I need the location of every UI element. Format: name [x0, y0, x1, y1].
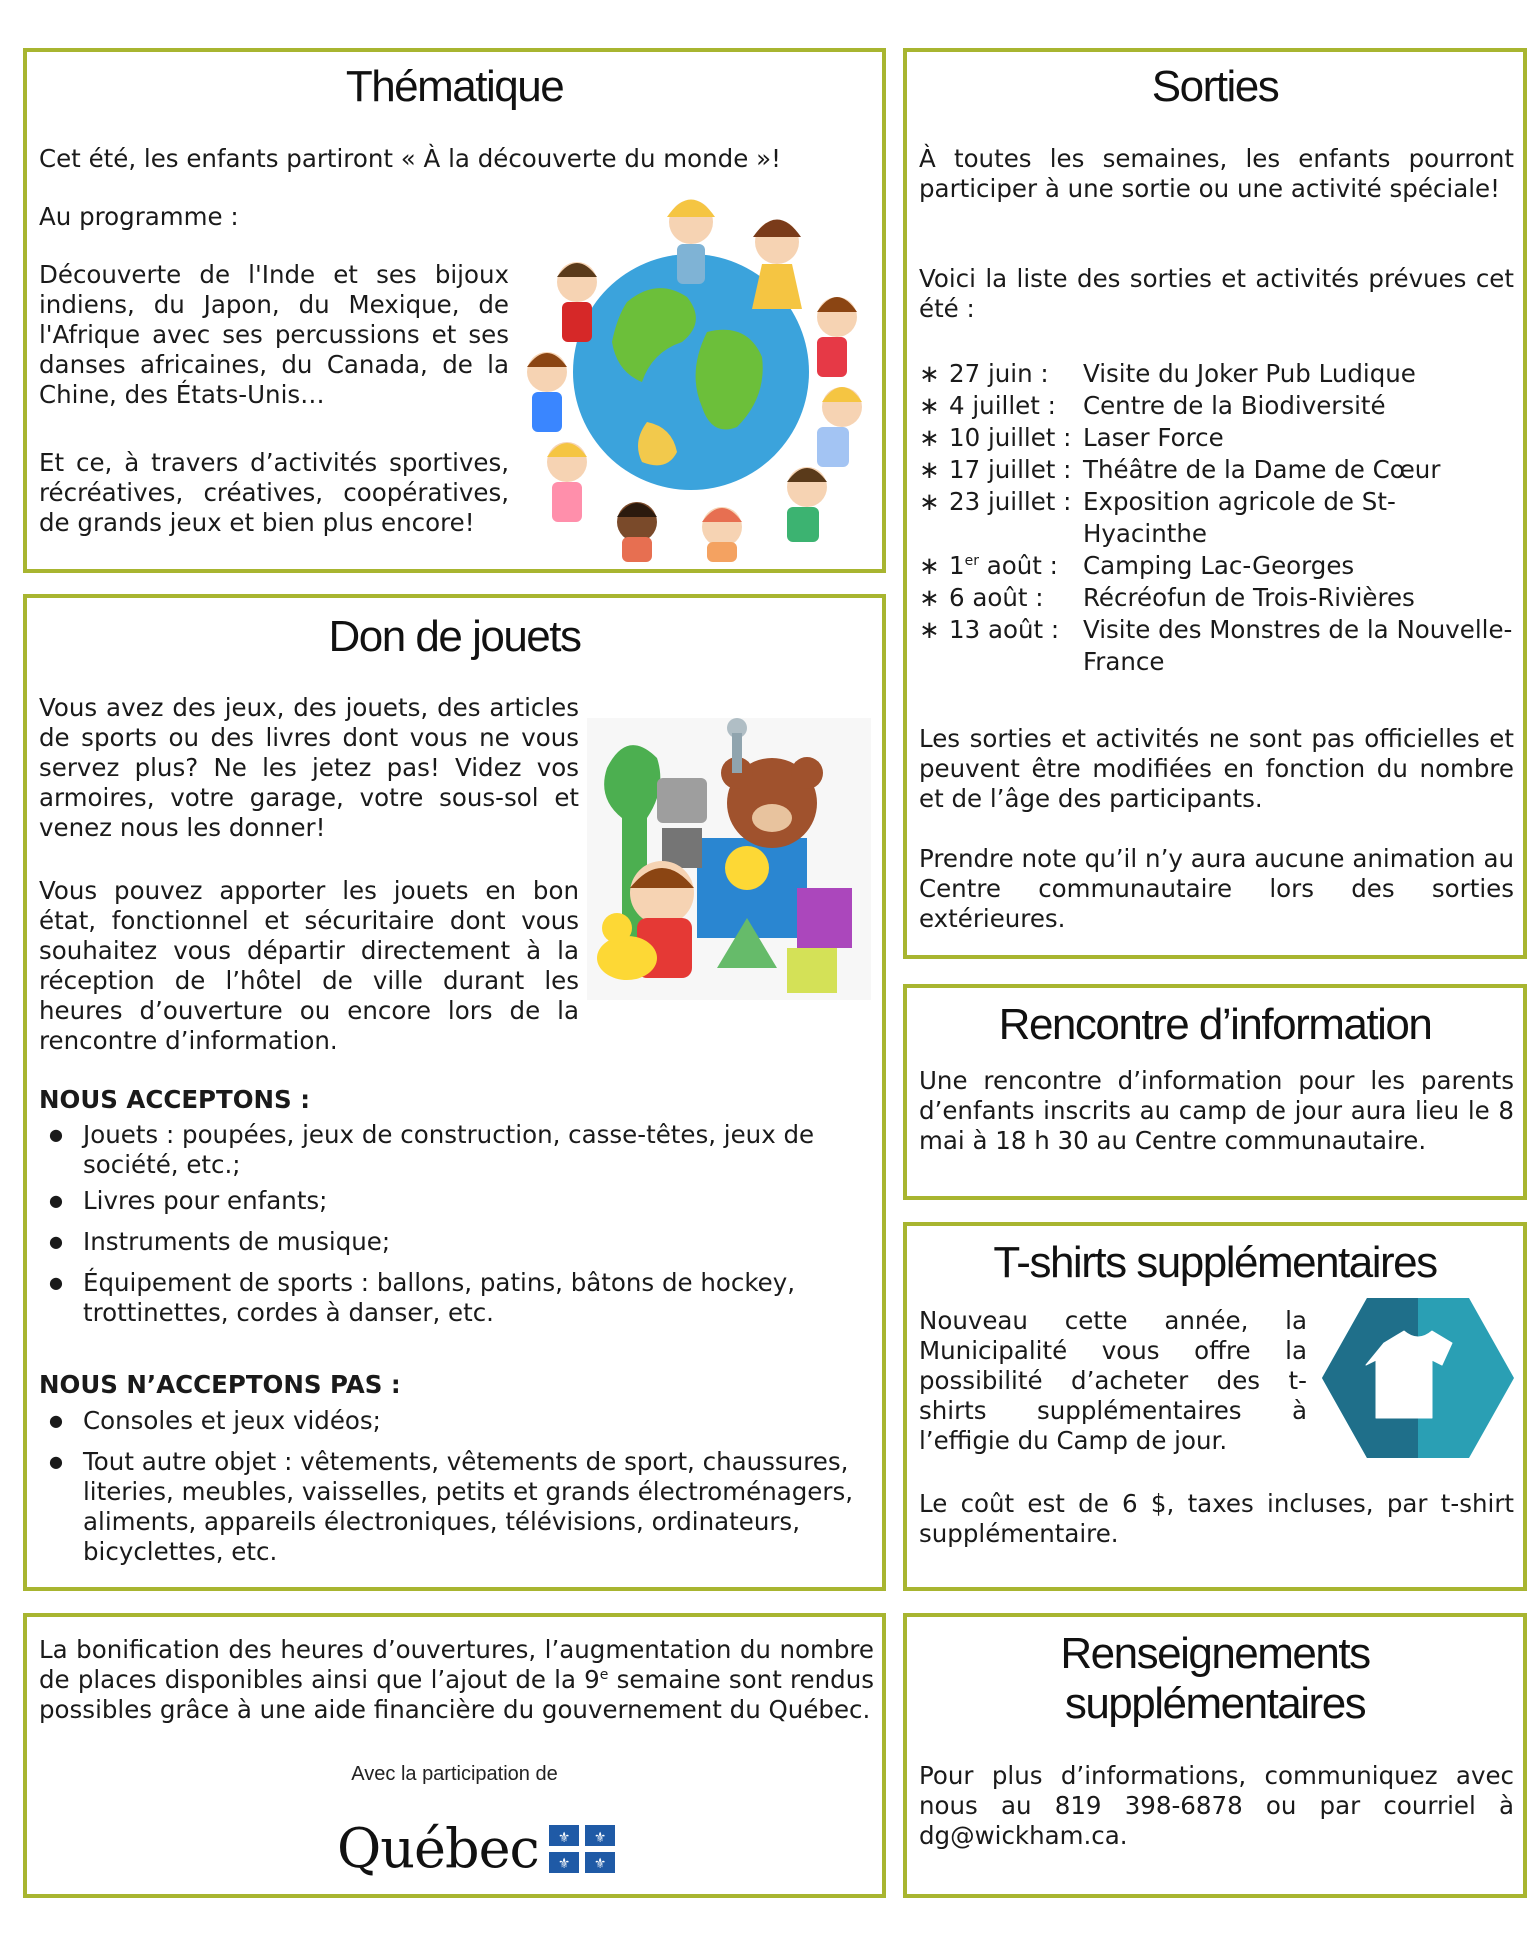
rencontre-title: Rencontre d’information: [998, 1000, 1432, 1049]
bonification-text: La bonification des heures d’ouvertures, l’augmentation du nombre de places disponibles ainsi que l’ajout de la 9e semaine sont rendus possibles grâce à une aide financière du gouvernement du Québec.: [39, 1635, 874, 1724]
svg-text:⚜: ⚜: [593, 1829, 607, 1846]
don-title: Don de jouets: [328, 612, 581, 661]
sortie-item: [919, 454, 1519, 486]
list-item: ● Tout autre objet : vêtements, vêtements de sport, chaussures, literies, meubles, vaisselles, petits et grands électroménagers, aliments, appareils électroniques, télévisions, ordinateurs, bicyclettes, etc.: [39, 1447, 859, 1567]
accept-list: [39, 1120, 859, 1328]
quebec-logo: [337, 1817, 615, 1880]
sortie-activity: Centre de la Biodiversité: [1083, 391, 1386, 420]
rencontre-section: [903, 984, 1527, 1200]
list-item: ● Instruments de musique;: [39, 1227, 859, 1257]
quebec-logo-text: Québec: [337, 1817, 539, 1880]
sortie-activity: Récréofun de Trois-Rivières: [1083, 583, 1415, 612]
accept-title: NOUS ACCEPTONS :: [39, 1085, 311, 1114]
refuse-list: [39, 1406, 859, 1567]
sortie-activity: Visite du Joker Pub Ludique: [1083, 359, 1416, 388]
sorties-note-animation: Prendre note qu’il n’y aura aucune animation au Centre communautaire lors des sorties extérieures.: [919, 844, 1514, 933]
list-item: ● Jouets : poupées, jeux de construction, casse-têtes, jeux de société, etc.;: [39, 1120, 859, 1180]
sortie-date: ∗ 13 août :: [919, 614, 1083, 678]
don-de-jouets-section: [23, 594, 886, 1591]
thematique-programme-label: Au programme :: [39, 202, 239, 231]
sortie-date: ∗ 1er août :: [919, 550, 1083, 582]
sorties-note-officielles: Les sorties et activités ne sont pas officielles et peuvent être modifiées en fonction du nombre et de l’âge des participants.: [919, 724, 1514, 813]
list-item: ● Consoles et jeux vidéos;: [39, 1406, 859, 1436]
sortie-date: ∗ 17 juillet :: [919, 454, 1083, 486]
list-item: ● Équipement de sports : ballons, patins, bâtons de hockey, trottinettes, cordes à danser, etc.: [39, 1268, 859, 1328]
renseignements-section: [903, 1613, 1527, 1898]
sortie-activity: Camping Lac-Georges: [1083, 551, 1355, 580]
renseignements-title-line-2: supplémentaires: [1064, 1679, 1366, 1728]
tshirts-section: [903, 1222, 1527, 1591]
sorties-list-intro: Voici la liste des sorties et activités prévues cet été :: [919, 264, 1514, 323]
tshirts-paragraph-2: Le coût est de 6 $, taxes incluses, par t-shirt supplémentaire.: [919, 1489, 1514, 1548]
sortie-item: [919, 582, 1519, 614]
sorties-title: Sorties: [1151, 62, 1279, 111]
thematique-activites: Et ce, à travers d’activités sportives, récréatives, créatives, coopératives, de grands jeux et bien plus encore!: [39, 448, 509, 537]
rencontre-text: Une rencontre d’information pour les parents d’enfants inscrits au camp de jour aura lieu le 8 mai à 18 h 30 au Centre communautaire.: [919, 1066, 1514, 1155]
sortie-item: [919, 358, 1519, 390]
quebec-flag-icon: [549, 1825, 615, 1873]
tshirts-paragraph-1: Nouveau cette année, la Municipalité vous offre la possibilité d’acheter des t-shirts supplémentaires à l’effigie du Camp de jour.: [919, 1306, 1307, 1455]
sorties-section: [903, 48, 1527, 959]
don-paragraph-2: Vous pouvez apporter les jouets en bon état, fonctionnel et sécuritaire dont vous souhaitez vous départir directement à la réception de l’hôtel de ville durant les heures d’ouverture ou encore lors de la rencontre d’information.: [39, 876, 579, 1055]
svg-text:⚜: ⚜: [557, 1829, 571, 1846]
tshirt-hexagon-icon: [1322, 1298, 1514, 1458]
sortie-date: ∗ 6 août :: [919, 582, 1083, 614]
svg-text:⚜: ⚜: [557, 1855, 571, 1872]
renseignements-text: Pour plus d’informations, communiquez avec nous au 819 398-6878 ou par courriel à dg@wickham.ca.: [919, 1761, 1514, 1850]
children-around-globe-image: [517, 182, 865, 562]
thematique-programme: Découverte de l'Inde et ses bijoux indiens, du Japon, du Mexique, de l'Afrique avec ses percussions et ses danses africaines, du Canada, de la Chine, des États-Unis…: [39, 260, 509, 409]
sortie-item: [919, 550, 1519, 582]
sortie-activity: Laser Force: [1083, 423, 1224, 452]
toys-image: [587, 718, 871, 1000]
sortie-date: ∗ 10 juillet :: [919, 422, 1083, 454]
sortie-item: [919, 422, 1519, 454]
sortie-date: ∗ 23 juillet :: [919, 486, 1083, 550]
sortie-date: ∗ 4 juillet :: [919, 390, 1083, 422]
sortie-item: [919, 390, 1519, 422]
renseignements-title-line-1: Renseignements: [1060, 1629, 1370, 1678]
sortie-activity: Théâtre de la Dame de Cœur: [1083, 455, 1441, 484]
svg-text:⚜: ⚜: [593, 1855, 607, 1872]
don-paragraph-1: Vous avez des jeux, des jouets, des articles de sports ou des livres dont vous ne vous servez plus? Ne les jetez pas! Videz vos armoires, votre garage, votre sous-sol et venez nous les donner!: [39, 693, 579, 842]
tshirts-title: T-shirts supplémentaires: [993, 1238, 1437, 1287]
sorties-intro: À toutes les semaines, les enfants pourront participer à une sortie ou une activité spéciale!: [919, 144, 1514, 203]
sortie-activity: Visite des Monstres de la Nouvelle-France: [1083, 615, 1513, 676]
thematique-section: [23, 48, 886, 573]
thematique-title: Thématique: [345, 62, 564, 111]
participation-label: Avec la participation de: [351, 1763, 558, 1785]
refuse-title: NOUS N’ACCEPTONS PAS :: [39, 1370, 401, 1399]
sortie-item: [919, 614, 1519, 678]
bonification-section: [23, 1613, 886, 1898]
sortie-item: [919, 486, 1519, 550]
list-item: ● Livres pour enfants;: [39, 1186, 859, 1216]
sorties-list: [919, 358, 1519, 678]
thematique-intro: Cet été, les enfants partiront « À la découverte du monde »!: [39, 144, 781, 173]
sortie-date: ∗ 27 juin :: [919, 358, 1083, 390]
sortie-activity: Exposition agricole de St-Hyacinthe: [1083, 487, 1396, 548]
